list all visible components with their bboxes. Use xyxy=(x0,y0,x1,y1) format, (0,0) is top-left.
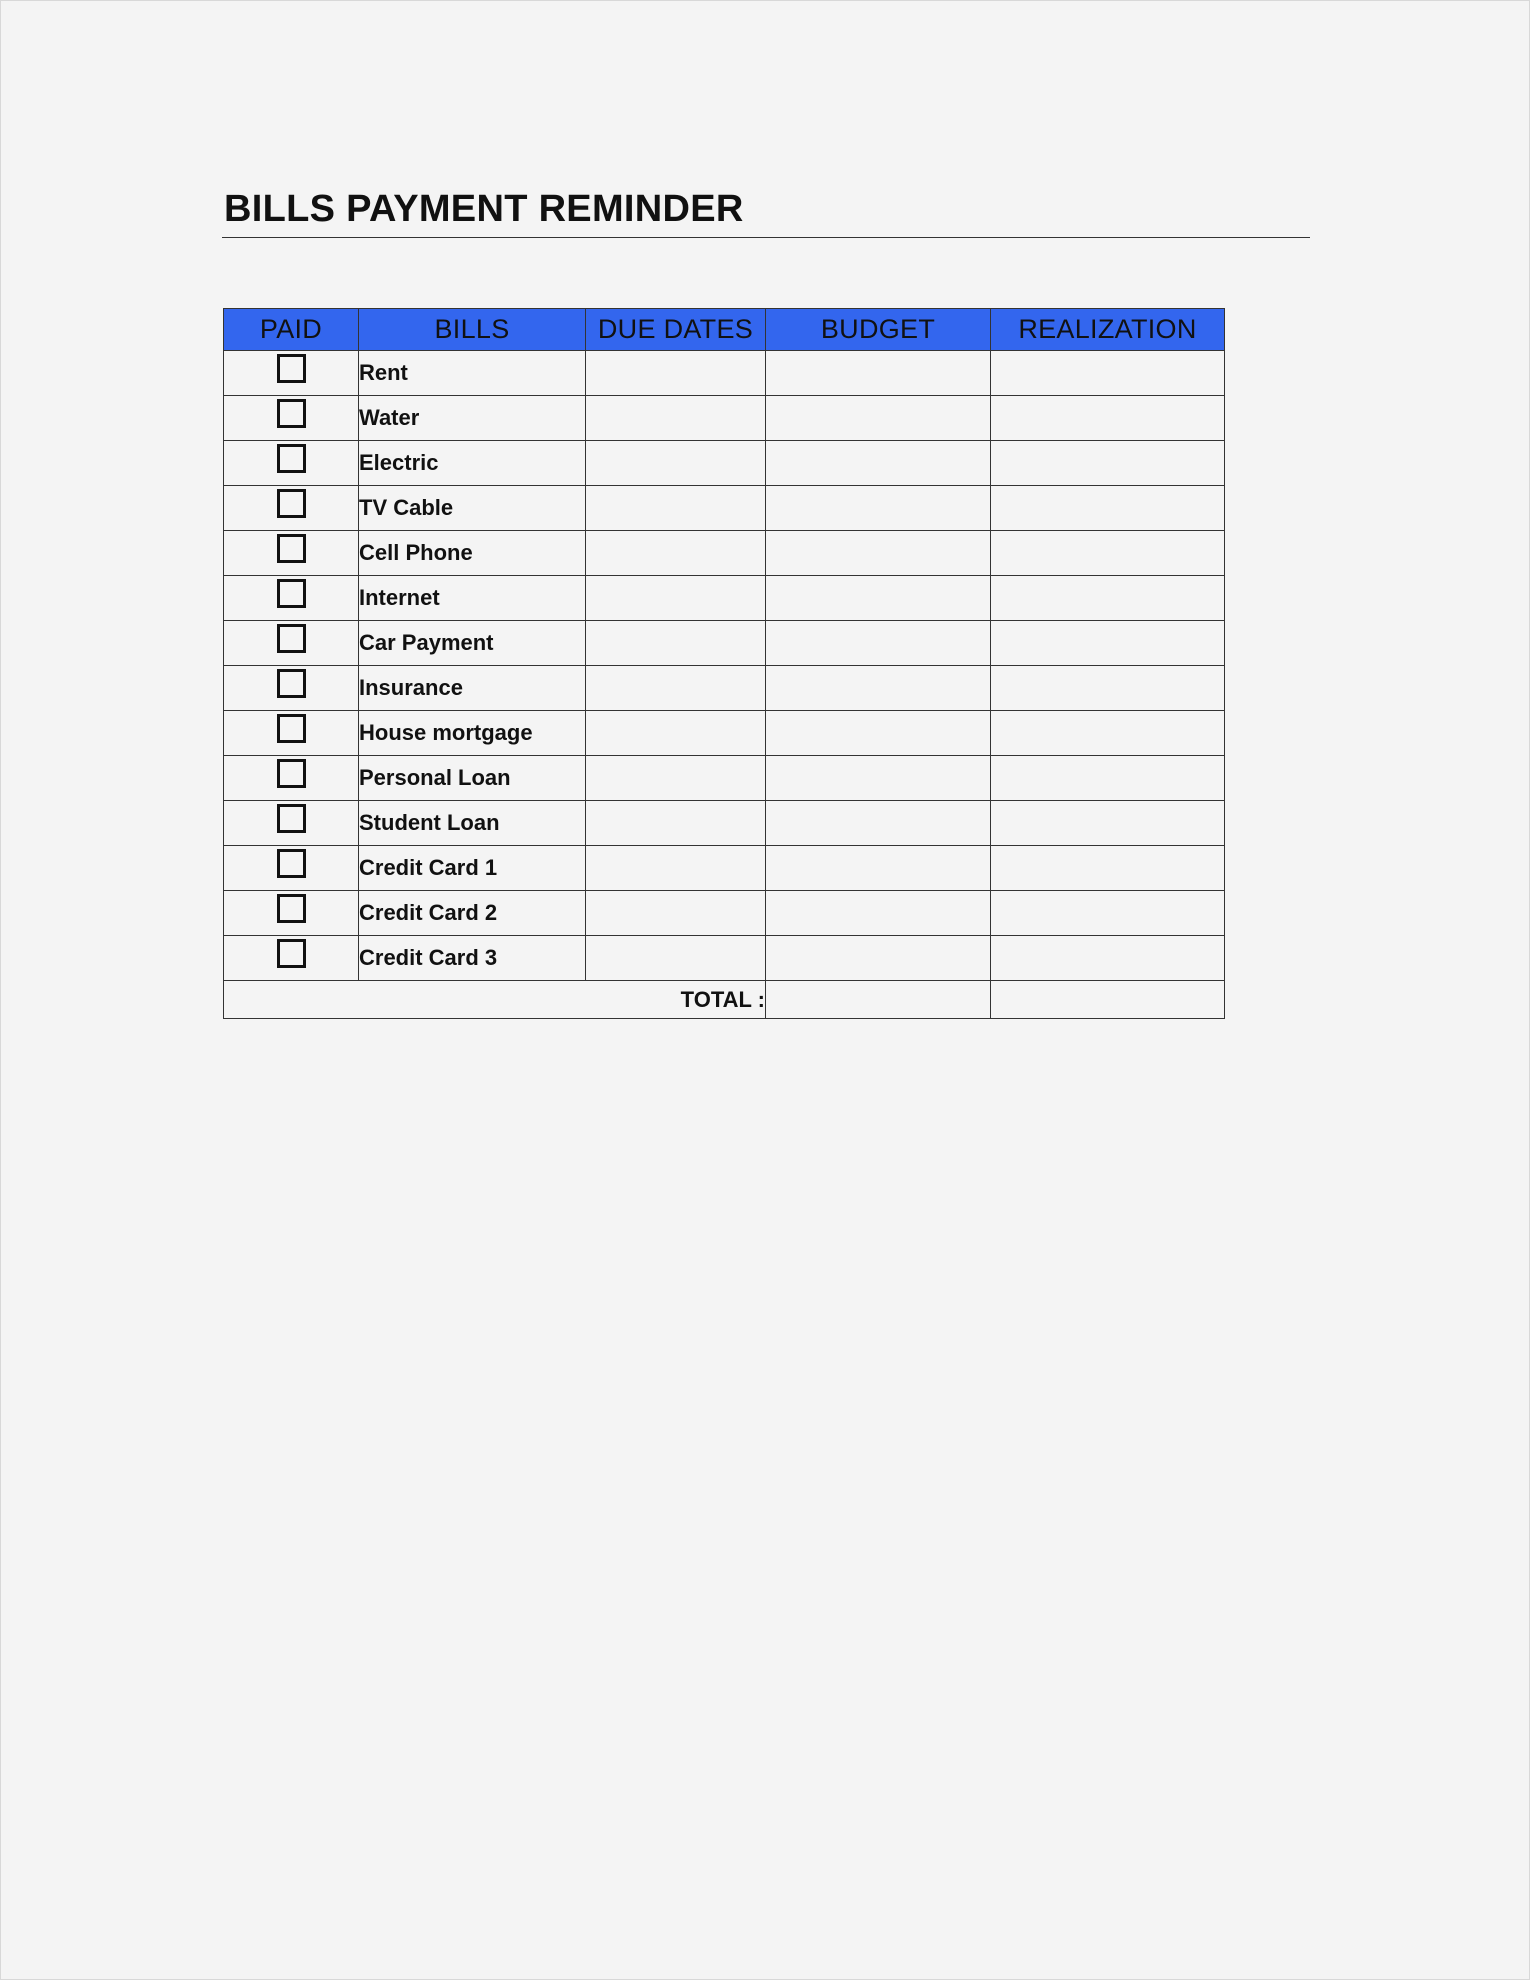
paid-cell xyxy=(224,531,359,576)
paid-cell xyxy=(224,486,359,531)
realization-cell[interactable] xyxy=(991,846,1225,891)
paid-checkbox-icon[interactable] xyxy=(277,939,306,968)
paid-checkbox-icon[interactable] xyxy=(277,579,306,608)
due-date-cell[interactable] xyxy=(586,531,766,576)
due-date-cell[interactable] xyxy=(586,621,766,666)
paid-cell xyxy=(224,576,359,621)
realization-cell[interactable] xyxy=(991,756,1225,801)
bill-name-cell: Credit Card 1 xyxy=(359,846,586,891)
paid-checkbox-icon[interactable] xyxy=(277,849,306,878)
table-row xyxy=(224,756,1225,801)
table-row xyxy=(224,936,1225,981)
paid-checkbox-icon[interactable] xyxy=(277,894,306,923)
paid-checkbox-icon[interactable] xyxy=(277,399,306,428)
budget-cell[interactable] xyxy=(766,801,991,846)
bills-table xyxy=(223,308,1225,1019)
realization-cell[interactable] xyxy=(991,351,1225,396)
paid-checkbox-icon[interactable] xyxy=(277,759,306,788)
realization-cell[interactable] xyxy=(991,711,1225,756)
budget-cell[interactable] xyxy=(766,576,991,621)
bill-name-cell: Rent xyxy=(359,351,586,396)
table-row xyxy=(224,711,1225,756)
due-date-cell[interactable] xyxy=(586,486,766,531)
budget-cell[interactable] xyxy=(766,936,991,981)
total-realization-cell[interactable] xyxy=(991,981,1225,1019)
bill-name-cell: Internet xyxy=(359,576,586,621)
table-row xyxy=(224,801,1225,846)
realization-cell[interactable] xyxy=(991,486,1225,531)
budget-cell[interactable] xyxy=(766,621,991,666)
paid-cell xyxy=(224,396,359,441)
budget-cell[interactable] xyxy=(766,396,991,441)
budget-cell[interactable] xyxy=(766,351,991,396)
due-date-cell[interactable] xyxy=(586,576,766,621)
table-row xyxy=(224,666,1225,711)
header-realization: REALIZATION xyxy=(991,309,1225,351)
due-date-cell[interactable] xyxy=(586,666,766,711)
due-date-cell[interactable] xyxy=(586,846,766,891)
total-budget-cell[interactable] xyxy=(766,981,991,1019)
paid-checkbox-icon[interactable] xyxy=(277,804,306,833)
budget-cell[interactable] xyxy=(766,486,991,531)
budget-cell[interactable] xyxy=(766,666,991,711)
paid-checkbox-icon[interactable] xyxy=(277,354,306,383)
budget-cell[interactable] xyxy=(766,891,991,936)
budget-cell[interactable] xyxy=(766,441,991,486)
bill-name-cell: Water xyxy=(359,396,586,441)
header-paid: PAID xyxy=(224,309,359,351)
paid-checkbox-icon[interactable] xyxy=(277,714,306,743)
title-underline xyxy=(222,237,1310,238)
due-date-cell[interactable] xyxy=(586,756,766,801)
page-title: BILLS PAYMENT REMINDER xyxy=(224,188,744,230)
table-header-row xyxy=(224,309,1225,351)
due-date-cell[interactable] xyxy=(586,351,766,396)
budget-cell[interactable] xyxy=(766,711,991,756)
table-row xyxy=(224,531,1225,576)
bill-name-cell: Student Loan xyxy=(359,801,586,846)
table-row xyxy=(224,576,1225,621)
paid-cell xyxy=(224,801,359,846)
paid-cell xyxy=(224,936,359,981)
paid-cell xyxy=(224,621,359,666)
bill-name-cell: Cell Phone xyxy=(359,531,586,576)
realization-cell[interactable] xyxy=(991,396,1225,441)
realization-cell[interactable] xyxy=(991,666,1225,711)
bill-name-cell: Credit Card 3 xyxy=(359,936,586,981)
paid-checkbox-icon[interactable] xyxy=(277,489,306,518)
paid-cell xyxy=(224,666,359,711)
paid-cell xyxy=(224,891,359,936)
paid-cell xyxy=(224,351,359,396)
due-date-cell[interactable] xyxy=(586,396,766,441)
total-row xyxy=(224,981,1225,1019)
paid-checkbox-icon[interactable] xyxy=(277,534,306,563)
bill-name-cell: Electric xyxy=(359,441,586,486)
paid-cell xyxy=(224,756,359,801)
table-row xyxy=(224,486,1225,531)
realization-cell[interactable] xyxy=(991,936,1225,981)
header-bills: BILLS xyxy=(359,309,586,351)
realization-cell[interactable] xyxy=(991,621,1225,666)
realization-cell[interactable] xyxy=(991,441,1225,486)
bill-name-cell: TV Cable xyxy=(359,486,586,531)
due-date-cell[interactable] xyxy=(586,936,766,981)
paid-checkbox-icon[interactable] xyxy=(277,669,306,698)
budget-cell[interactable] xyxy=(766,531,991,576)
paid-checkbox-icon[interactable] xyxy=(277,624,306,653)
realization-cell[interactable] xyxy=(991,531,1225,576)
header-due-dates: DUE DATES xyxy=(586,309,766,351)
header-budget: BUDGET xyxy=(766,309,991,351)
bill-name-cell: Personal Loan xyxy=(359,756,586,801)
table-row xyxy=(224,396,1225,441)
due-date-cell[interactable] xyxy=(586,801,766,846)
paid-cell xyxy=(224,441,359,486)
budget-cell[interactable] xyxy=(766,756,991,801)
due-date-cell[interactable] xyxy=(586,441,766,486)
total-label: TOTAL : xyxy=(224,981,766,1019)
paid-cell xyxy=(224,846,359,891)
table-row xyxy=(224,891,1225,936)
due-date-cell[interactable] xyxy=(586,891,766,936)
realization-cell[interactable] xyxy=(991,891,1225,936)
table-row xyxy=(224,441,1225,486)
due-date-cell[interactable] xyxy=(586,711,766,756)
realization-cell[interactable] xyxy=(991,801,1225,846)
budget-cell[interactable] xyxy=(766,846,991,891)
bill-name-cell: Insurance xyxy=(359,666,586,711)
bill-rows xyxy=(224,351,1225,981)
realization-cell[interactable] xyxy=(991,576,1225,621)
table-row xyxy=(224,621,1225,666)
paid-checkbox-icon[interactable] xyxy=(277,444,306,473)
table-row xyxy=(224,846,1225,891)
bill-name-cell: House mortgage xyxy=(359,711,586,756)
bill-name-cell: Car Payment xyxy=(359,621,586,666)
bill-name-cell: Credit Card 2 xyxy=(359,891,586,936)
table-row xyxy=(224,351,1225,396)
paid-cell xyxy=(224,711,359,756)
